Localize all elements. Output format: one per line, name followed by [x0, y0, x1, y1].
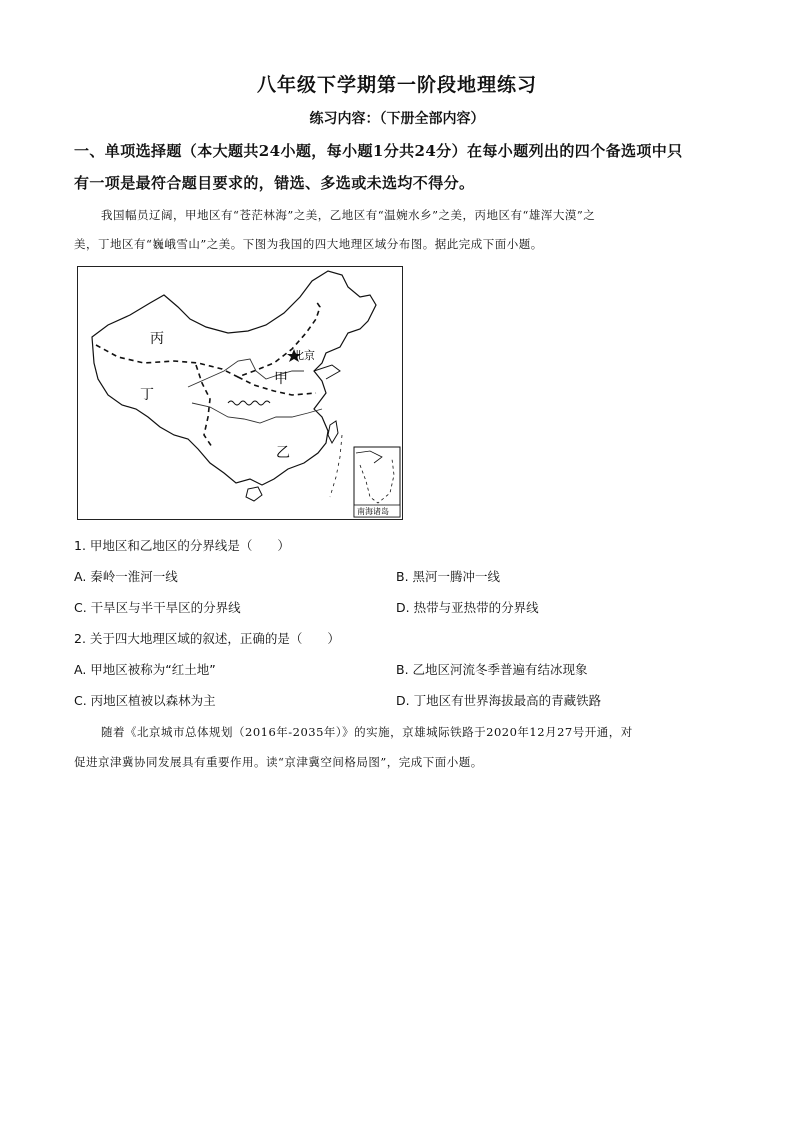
- passage2-line2: 促进京津冀协同发展具有重要作用。读“京津冀空间格局图”，完成下面小题。: [74, 755, 483, 769]
- question-2-stem: 2. 关于四大地理区域的叙述，正确的是（ ）: [74, 631, 340, 646]
- passage2-line1: 随着《北京城市总体规划（2016年-2035年）》的实施，京雄城际铁路于2020年12月27号开通，对: [101, 725, 633, 739]
- question-2-option-b[interactable]: B. 乙地区河流冬季普遍有结冰现象: [396, 662, 588, 677]
- question-1-option-a[interactable]: A. 秦岭一淮河一线: [74, 569, 178, 584]
- yangtze-river: [192, 403, 322, 423]
- boundary-north: [96, 301, 320, 377]
- question-1-option-b[interactable]: B. 黑河一腾冲一线: [396, 569, 501, 584]
- qinling-line: [228, 401, 270, 405]
- region-label-bing: 丙: [150, 331, 164, 347]
- page-subtitle: 练习内容：（下册全部内容）: [309, 111, 485, 127]
- question-1-option-c[interactable]: C. 干旱区与半干旱区的分界线: [74, 600, 241, 615]
- question-2-option-a[interactable]: A. 甲地区被称为“红土地”: [74, 662, 216, 677]
- section-instruction-line1: 一、单项选择题（本大题共24小题，每小题1分共24分）在每小题列出的四个备选项中只: [74, 142, 683, 160]
- region-label-ding: 丁: [140, 387, 154, 403]
- beijing-label: 北京: [293, 349, 315, 362]
- china-region-map: [77, 266, 403, 520]
- region-label-yi: 乙: [276, 445, 290, 461]
- page-title: 八年级下学期第一阶段地理练习: [256, 74, 537, 96]
- question-1-stem: 1. 甲地区和乙地区的分界线是（ ）: [74, 538, 290, 553]
- question-2-option-d[interactable]: D. 丁地区有世界海拔最高的青藏铁路: [396, 693, 602, 708]
- china-outline: [92, 271, 376, 485]
- taiwan-island: [328, 421, 338, 443]
- section-instruction-line2: 有一项是最符合题目要求的，错选、多选或未选均不得分。: [74, 174, 475, 192]
- passage1-line1: 我国幅员辽阔，甲地区有“苍茫林海”之美，乙地区有“温婉水乡”之美，丙地区有“雄浑大漠”之: [101, 208, 596, 222]
- sea-boundary: [330, 435, 342, 497]
- china-map-svg: [78, 267, 402, 519]
- inset-label: 南海诸岛: [357, 507, 389, 516]
- region-label-jia: 甲: [274, 371, 288, 387]
- passage1-line2: 美，丁地区有“巍峨雪山”之美。下图为我国的四大地理区域分布图。据此完成下面小题。: [74, 237, 543, 251]
- question-2-option-c[interactable]: C. 丙地区植被以森林为主: [74, 693, 216, 708]
- question-1-option-d[interactable]: D. 热带与亚热带的分界线: [396, 600, 539, 615]
- hainan-island: [246, 487, 262, 501]
